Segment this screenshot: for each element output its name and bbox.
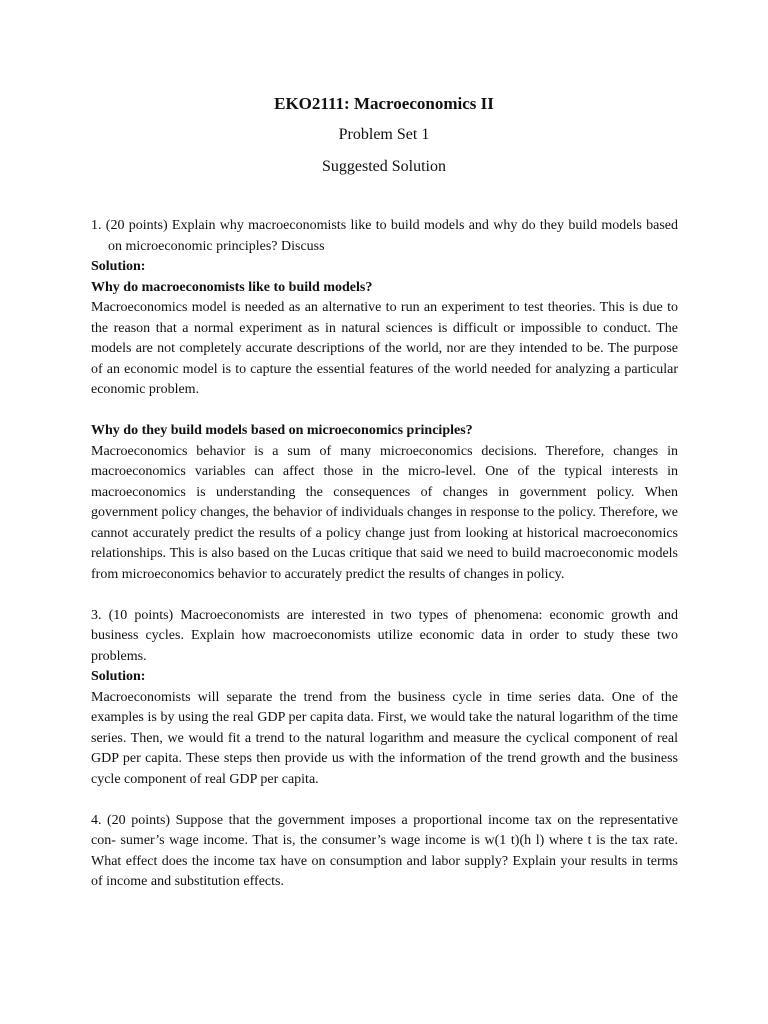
section-heading-models: Why do macroeconomists like to build models? — [91, 279, 373, 295]
solution-subtitle: Suggested Solution — [321, 158, 446, 175]
question-1: 1. (20 points) Explain why macroeconomists like to build models and why do they build models based on microeconomic principles? Discuss — [91, 218, 678, 254]
problem-set-subtitle: Problem Set 1 — [338, 126, 430, 143]
answer-paragraph-3: Macroeconomists will separate the trend from the business cycle in time series data. One of the examples is by using the real GDP per capita data. First, we would take the natural logarithm of the time series. Then, we would fit a trend to the natural logarithm and measure the cyclical component of real GDP per capita. These steps then provide us with the information of the trend growth and the business cycle component of real GDP per capita. — [91, 689, 678, 787]
document-header — [0, 92, 768, 179]
document-body — [91, 216, 678, 893]
section-heading-micro-principles: Why do they build models based on microeconomics principles? — [91, 423, 473, 438]
solution-label-3: Solution: — [91, 669, 146, 684]
question-4: 4. (20 points) Suppose that the government imposes a proportional income tax on the representative con- sumer’s wage income. That is, the consumer’s wage income is w(1 t)(h l) where t is the tax rate. What effect does the income tax have on consumption and labor supply? Explain your results in terms of income and substitution effects. — [91, 812, 678, 889]
answer-paragraph-1a: Macroeconomics model is needed as an alternative to run an experiment to test theories. This is due to the reason that a normal experiment as in natural sciences is difficult or impossible to conduct. The models are not completely accurate descriptions of the world, nor are they intended to be. The purpose of an economic model is to capture the essential features of the world needed for analyzing a particular economic problem. — [91, 300, 678, 397]
document-title: EKO2111: Macroeconomics II — [274, 94, 494, 113]
answer-paragraph-1b: Macroeconomics behavior is a sum of many microeconomics decisions. Therefore, changes in macroeconomics variables can affect those in the micro-level. One of the typical interests in macroeconomics is understanding the consequences of changes in government policy. When government policy changes, the behavior of individuals changes in response to the policy. Therefore, we cannot accurately predict the results of a policy change just from looking at historical macroeconomics relationships. This is also based on the Lucas critique that said we need to build macroeconomic models from microeconomics behavior to accurately predict the results of changes in policy. — [91, 443, 678, 582]
question-3: 3. (10 points) Macroeconomists are interested in two types of phenomena: economic growth and business cycles. Explain how macroeconomists utilize economic data in order to study these two problems. — [91, 607, 678, 664]
solution-label-1: Solution: — [91, 259, 146, 274]
